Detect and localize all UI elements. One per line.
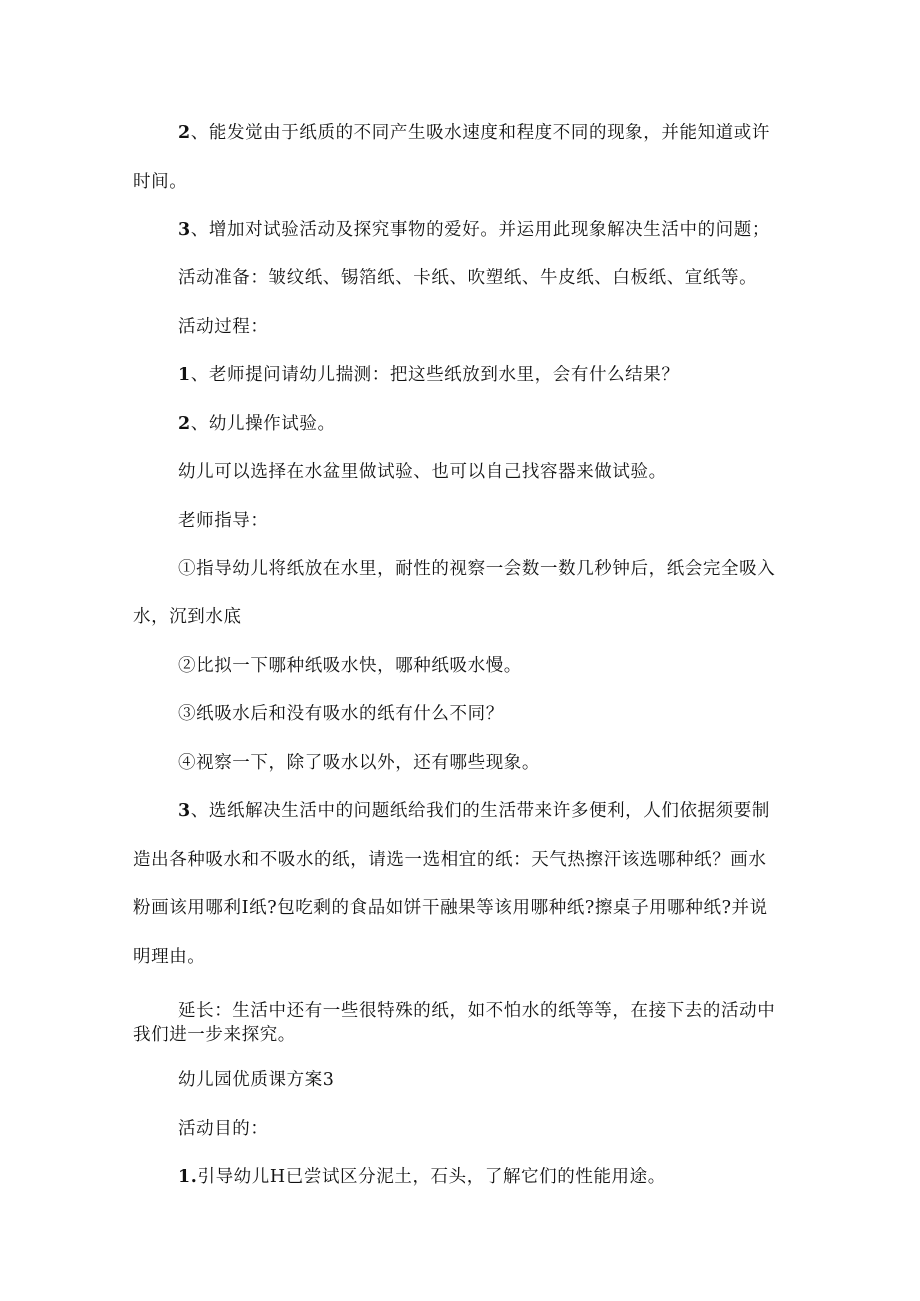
paragraph-line-continued: 我们进一步来探究。 [133,1025,296,1045]
item-number: 1 [178,365,191,385]
section-heading-process: 活动过程： [178,317,269,337]
paragraph-line-continued: 造出各种吸水和不吸水的纸，请选一选相宜的纸：天气热擦汗该选哪种纸？画水 [133,850,767,870]
item-number: 2 [178,414,191,434]
paragraph-line-step-1: 1、老师提问请幼儿揣测：把这些纸放到水里，会有什么结果？ [178,365,680,385]
section-heading-objectives: 活动目的： [178,1119,269,1139]
paragraph-line: 幼儿可以选择在水盆里做试验、也可以自己找容器来做试验。 [178,462,667,482]
paragraph-line-guidance-1: ①指导幼儿将纸放在水里，耐性的视察一会数一数几秒钟后，纸会完全吸入 [178,559,776,579]
paragraph-line-continued: 明理由。 [133,947,206,967]
item-number: 1. [178,1167,198,1187]
section-heading-guidance: 老师指导： [178,511,269,531]
paragraph-line-continued: 水，沉到水底 [133,607,242,627]
paragraph-line-objective-1: 1.引导幼儿H已尝试区分泥土，石头，了解它们的性能用途。 [178,1167,666,1187]
paragraph-line-continued: 时间。 [133,172,188,192]
paragraph-line-goal-2: 2、能发觉由于纸质的不同产生吸水速度和程度不同的现象，并能知道或许 [178,123,770,143]
paragraph-line-guidance-3: ③纸吸水后和没有吸水的纸有什么不同？ [178,704,504,724]
paragraph-line-goal-3: 3、增加对试验活动及探究事物的爱好。并运用此现象解决生活中的问题； [178,220,770,240]
item-number: 3 [178,220,191,240]
paragraph-line-step-2: 2、幼儿操作试验。 [178,414,336,434]
paragraph-line-guidance-4: ④视察一下，除了吸水以外，还有哪些现象。 [178,753,540,773]
paragraph-line-continued: 粉画该用哪利I纸?包吃剩的食品如饼干融果等该用哪种纸?擦桌子用哪种纸?并说 [133,898,768,918]
paragraph-line-step-3: 3、选纸解决生活中的问题纸给我们的生活带来许多便利，人们依据须要制 [178,801,770,821]
section-title-lesson-3: 幼儿园优质课方案3 [178,1070,335,1090]
paragraph-line-guidance-2: ②比拟一下哪种纸吸水快，哪种纸吸水慢。 [178,656,522,676]
paragraph-line-preparation: 活动准备：皱纹纸、锡箔纸、卡纸、吹塑纸、牛皮纸、白板纸、宣纸等。 [178,268,758,288]
paragraph-line-extension: 延长：生活中还有一些很特殊的纸，如不怕水的纸等等，在接下去的活动中 [178,1001,776,1021]
item-number: 3 [178,801,191,821]
item-number: 2 [178,123,191,143]
